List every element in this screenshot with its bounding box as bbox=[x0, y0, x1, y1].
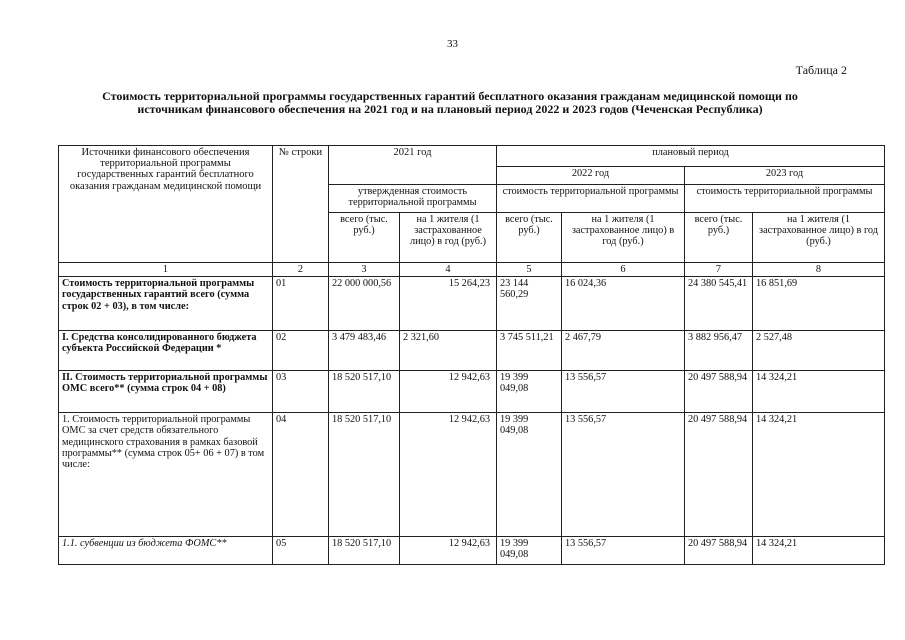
cost-table bbox=[58, 145, 885, 565]
row-no: 01 bbox=[273, 277, 329, 331]
value-2022-per: 13 556,57 bbox=[562, 537, 685, 565]
header-approved-cost: утвержденная стоимость территориальной программы bbox=[329, 185, 497, 213]
page-number: 33 bbox=[447, 38, 458, 50]
row-name: 1.1. субвенции из бюджета ФОМС** bbox=[59, 537, 273, 565]
value-2021-per: 12 942,63 bbox=[400, 537, 497, 565]
value-2022-total: 19 399 049,08 bbox=[497, 537, 562, 565]
table-row bbox=[59, 537, 885, 565]
value-2023-per: 14 324,21 bbox=[753, 371, 885, 413]
col-number: 4 bbox=[400, 263, 497, 277]
row-no: 04 bbox=[273, 413, 329, 537]
header-plan-period: плановый период bbox=[497, 146, 885, 167]
row-no: 05 bbox=[273, 537, 329, 565]
value-2022-total: 19 399 049,08 bbox=[497, 371, 562, 413]
row-no: 02 bbox=[273, 331, 329, 371]
col-number: 1 bbox=[59, 263, 273, 277]
value-2023-total: 24 380 545,41 bbox=[685, 277, 753, 331]
col-number: 8 bbox=[753, 263, 885, 277]
value-2023-per: 16 851,69 bbox=[753, 277, 885, 331]
row-name: Стоимость территориальной программы государственных гарантий всего (сумма строк 02 + 03), в том числе: bbox=[59, 277, 273, 331]
value-2021-per: 15 264,23 bbox=[400, 277, 497, 331]
table-row bbox=[59, 277, 885, 331]
value-2021-total: 22 000 000,56 bbox=[329, 277, 400, 331]
value-2023-total: 20 497 588,94 bbox=[685, 371, 753, 413]
value-2021-per: 12 942,63 bbox=[400, 413, 497, 537]
header-cost-2022: стоимость территориальной программы bbox=[497, 185, 685, 213]
col-number: 5 bbox=[497, 263, 562, 277]
value-2022-total: 3 745 511,21 bbox=[497, 331, 562, 371]
header-per-2023: на 1 жителя (1 застрахованное лицо) в год (руб.) bbox=[753, 213, 885, 263]
row-name: 1. Стоимость территориальной программы ОМС за счет средств обязательного медицинского страхования в рамках базовой программы** (сумма строк 05+ 06 + 07) в том числе: bbox=[59, 413, 273, 537]
value-2021-total: 18 520 517,10 bbox=[329, 537, 400, 565]
value-2023-per: 14 324,21 bbox=[753, 537, 885, 565]
value-2023-total: 20 497 588,94 bbox=[685, 413, 753, 537]
value-2022-per: 13 556,57 bbox=[562, 413, 685, 537]
header-row-1 bbox=[59, 146, 885, 167]
value-2022-total: 19 399 049,08 bbox=[497, 413, 562, 537]
col-number: 6 bbox=[562, 263, 685, 277]
header-total-2023: всего (тыс. руб.) bbox=[685, 213, 753, 263]
header-source: Источники финансового обеспечения территориальной программы государственных гарантий бесплатного оказания гражданам медицинской помощи bbox=[59, 146, 273, 263]
value-2021-total: 3 479 483,46 bbox=[329, 331, 400, 371]
table-row bbox=[59, 331, 885, 371]
table-label: Таблица 2 bbox=[795, 63, 847, 77]
header-per-2021: на 1 жителя (1 застрахованное лицо) в год (руб.) bbox=[400, 213, 497, 263]
row-name: II. Стоимость территориальной программы ОМС всего** (сумма строк 04 + 08) bbox=[59, 371, 273, 413]
value-2021-per: 2 321,60 bbox=[400, 331, 497, 371]
table-title: Стоимость территориальной программы государственных гарантий бесплатного оказания гражданам медицинской помощи по источникам финансового обеспечения на 2021 год и на плановый период 2022 и 2023 годов (Чеченская Республика) bbox=[102, 89, 798, 116]
header-year-2023: 2023 год bbox=[685, 167, 885, 185]
header-total-2021: всего (тыс. руб.) bbox=[329, 213, 400, 263]
header-per-2022: на 1 жителя (1 застрахованное лицо) в год (руб.) bbox=[562, 213, 685, 263]
value-2022-per: 2 467,79 bbox=[562, 331, 685, 371]
header-year-2021: 2021 год bbox=[329, 146, 497, 185]
value-2021-per: 12 942,63 bbox=[400, 371, 497, 413]
header-total-2022: всего (тыс. руб.) bbox=[497, 213, 562, 263]
header-year-2022: 2022 год bbox=[497, 167, 685, 185]
value-2022-per: 16 024,36 bbox=[562, 277, 685, 331]
value-2023-per: 14 324,21 bbox=[753, 413, 885, 537]
value-2023-total: 20 497 588,94 bbox=[685, 537, 753, 565]
value-2022-total: 23 144 560,29 bbox=[497, 277, 562, 331]
col-number: 3 bbox=[329, 263, 400, 277]
header-row-no: № строки bbox=[273, 146, 329, 263]
value-2023-total: 3 882 956,47 bbox=[685, 331, 753, 371]
row-no: 03 bbox=[273, 371, 329, 413]
col-number: 2 bbox=[273, 263, 329, 277]
column-number-row bbox=[59, 263, 885, 277]
table-row bbox=[59, 371, 885, 413]
value-2023-per: 2 527,48 bbox=[753, 331, 885, 371]
row-name: I. Средства консолидированного бюджета субъекта Российской Федерации * bbox=[59, 331, 273, 371]
header-cost-2023: стоимость территориальной программы bbox=[685, 185, 885, 213]
value-2021-total: 18 520 517,10 bbox=[329, 371, 400, 413]
value-2022-per: 13 556,57 bbox=[562, 371, 685, 413]
col-number: 7 bbox=[685, 263, 753, 277]
table-row bbox=[59, 413, 885, 537]
value-2021-total: 18 520 517,10 bbox=[329, 413, 400, 537]
